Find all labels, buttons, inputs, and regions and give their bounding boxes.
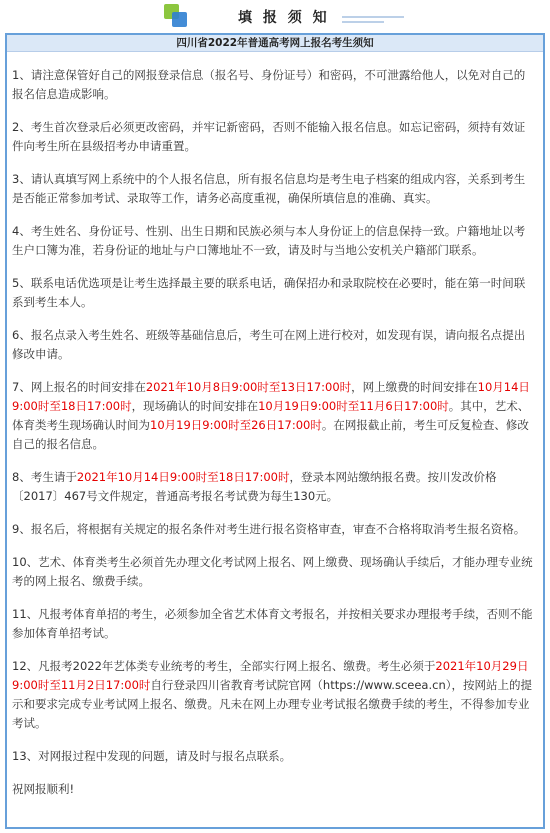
notice-text: 6、报名点录入考生姓名、班级等基础信息后，考生可在网上进行校对，如发现有误，请向报名点提出修改申请。: [12, 328, 526, 361]
header-decoration-line: [342, 16, 404, 18]
notice-item-1: [12, 66, 536, 104]
notice-text: 13、对网报过程中发现的问题，请及时与报名点联系。: [12, 749, 292, 763]
header-decoration-line: [342, 21, 384, 23]
notice-item-3: [12, 170, 536, 208]
page-title: 填 报 须 知: [238, 10, 330, 26]
notice-text: 5、联系电话优选项是让考生选择最主要的联系电话，确保招办和录取院校在必要时，能在第一时间联系到考生本人。: [12, 276, 526, 309]
notice-item-8: [12, 468, 536, 506]
notice-text: 3、请认真填写网上系统中的个人报名信息，所有报名信息均是考生电子档案的组成内容，关系到考生是否能正常参加考试、录取等工作，请务必高度重视，确保所填信息的准确、真实。: [12, 172, 526, 205]
notice-item-6: [12, 326, 536, 364]
notice-panel: [5, 33, 545, 829]
notice-item-7: [12, 378, 536, 454]
notice-text: 7、网上报名的时间安排在: [12, 380, 146, 394]
notice-text: 2、考生首次登录后必须更改密码，并牢记新密码，否则不能输入报名信息。如忘记密码，须持有效证件向考生所在县级招考办申请重置。: [12, 120, 526, 153]
notice-text: 自行登录四川省教育考试院官网（https://www.sceea.cn），按网站上的提示和要求完成专业考试网上报名、缴费。凡未在网上办理专业考试报名缴费手续的考生，不得参加专业考试。: [12, 678, 532, 730]
highlighted-date: 2021年10月8日9:00时至13日17:00时: [145, 380, 352, 394]
notice-title: 四川省2022年普通高考网上报名考生须知: [7, 35, 543, 52]
highlighted-date: 2021年10月14日9:00时至18日17:00时: [76, 470, 290, 484]
notice-item-2: [12, 118, 536, 156]
notice-text: 9、报名后，将根据有关规定的报名条件对考生进行报名资格审查，审查不合格将取消考生报名资格。: [12, 522, 526, 536]
notice-text: ，登录本网站缴纳报名费。按川发改价格〔2017〕467号文件规定，普通高考报名考试费为每生130元。: [12, 470, 497, 503]
highlighted-date: 2021年10月29日9:00时至11月2日17:00时: [12, 659, 529, 692]
notice-item-4: [12, 222, 536, 260]
notice-item-11: [12, 605, 536, 643]
notice-text: 8、考生请于: [12, 470, 77, 484]
notice-text: 。其中，艺术、体育类考生现场确认时间为: [12, 399, 530, 432]
notice-text: 11、凡报考体育单招的考生，必须参加全省艺术体育文考报名，并按相关要求办理报考手续，否则不能参加体育单招考试。: [12, 607, 533, 640]
page-header: [0, 0, 550, 32]
notice-text: 1、请注意保管好自己的网报登录信息（报名号、身份证号）和密码，不可泄露给他人，以免对自己的报名信息造成影响。: [12, 68, 526, 101]
notice-text: 10、艺术、体育类考生必须首先办理文化考试网上报名、网上缴费、现场确认手续后，才能办理专业统考的网上报名、缴费手续。: [12, 555, 533, 588]
notice-text: ，现场确认的时间安排在: [131, 399, 259, 413]
notice-item-13: [12, 747, 536, 766]
notice-text: 12、凡报考2022年艺体类专业统考的考生，全部实行网上报名、缴费。考生必须于: [12, 659, 436, 673]
notice-text: 。在网报截止前，考生可反复检查、修改自己的报名信息。: [12, 418, 529, 451]
notice-item-10: [12, 553, 536, 591]
highlighted-date: 10月14日9:00时至18日17:00时: [12, 380, 530, 413]
highlighted-date: 10月19日9:00时至11月6日17:00时: [258, 399, 449, 413]
notice-item-5: [12, 274, 536, 312]
notice-text: ，网上缴费的时间安排在: [351, 380, 478, 394]
notice-content: [7, 52, 543, 799]
highlighted-date: 10月19日9:00时至26日17:00时: [150, 418, 322, 432]
logo-icon: [163, 3, 189, 29]
notice-text: 4、考生姓名、身份证号、性别、出生日期和民族必须与本人身份证上的信息保持一致。户籍地址以考生户口簿为准，若身份证的地址与户口簿地址不一致，请及时与当地公安机关户籍部门联系。: [12, 224, 526, 257]
notice-item-12: [12, 657, 536, 733]
notice-item-9: [12, 520, 536, 539]
closing-text: 祝网报顺利!: [12, 782, 75, 796]
